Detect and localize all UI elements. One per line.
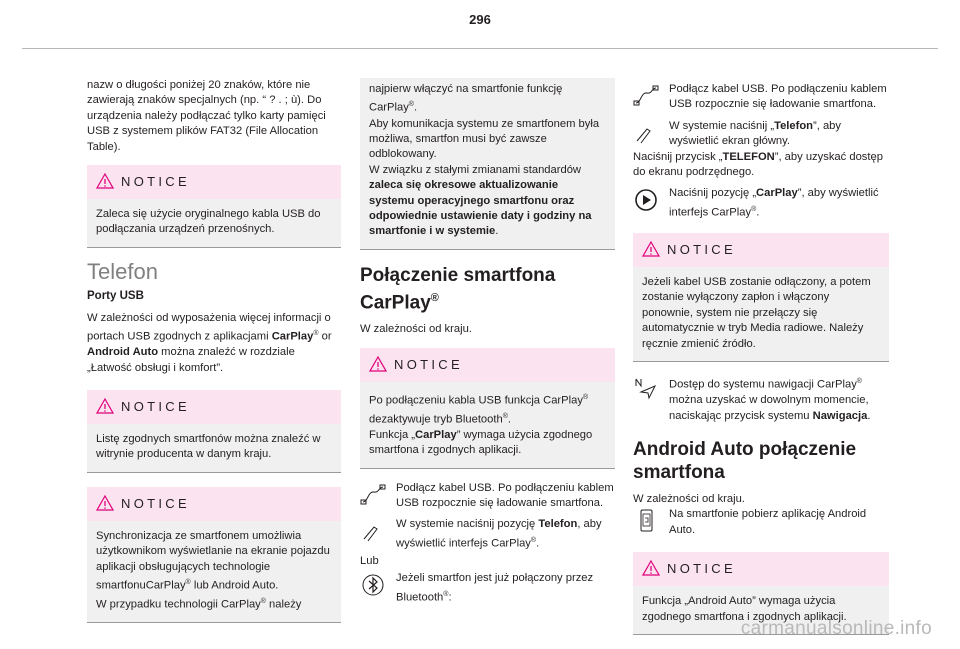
notice-text: Po podłączeniu kabla USB funkcja CarPlay® dezaktywuje tryb Bluetooth®. Funkcja „CarPlay” wymaga użycia zgodnego smartfona i zgodnych aplikacji.	[369, 393, 593, 457]
usb-cable-icon	[360, 483, 386, 507]
usb-ports-text: W zależności od wyposażenia więcej informacji o portach USB zgodnych z aplikacjami CarPlay® or Android Auto można znaleźć w rozdziale „Łatwość obsługi i komfort”.	[87, 311, 332, 374]
smartphone-app-icon	[633, 509, 659, 533]
notice-header	[87, 487, 341, 521]
page-number: 296	[469, 12, 491, 27]
navigation-icon	[633, 376, 659, 400]
notice-text: Zaleca się użycie oryginalnego kabla USB do podłączania urządzeń przenośnych.	[96, 208, 321, 236]
notice-text: Listę zgodnych smartfonów można znaleźć w witrynie producenta w danym kraju.	[96, 433, 321, 461]
notice-header	[87, 165, 341, 199]
notice-label: NOTICE	[121, 495, 190, 511]
step-press-carplay: Naciśnij pozycję „CarPlay”, aby wyświetlić interfejs CarPlay®.	[633, 186, 889, 221]
notice-box	[87, 390, 341, 473]
notice-header	[360, 348, 615, 382]
column-1	[87, 78, 341, 635]
warning-icon	[642, 241, 660, 257]
warning-icon	[96, 495, 114, 511]
notice-label: NOTICE	[121, 399, 190, 415]
watermark-link[interactable]: carmanualsonline.info	[740, 618, 932, 639]
carplay-icon	[633, 188, 659, 212]
country-note: W zależności od kraju.	[633, 492, 745, 505]
step-press-telefon: W systemie naciśnij „Telefon”, aby wyświetlić ekran główny.	[633, 119, 889, 150]
nav-info: Dostęp do systemu nawigacji CarPlay® można uzyskać w dowolnym momencie, naciskając przycisk systemu Nawigacja.	[633, 374, 889, 424]
notice-label: NOTICE	[121, 174, 190, 190]
finger-press-icon	[633, 121, 659, 145]
section-title-android-auto: Android Auto połączenie smartfona	[633, 438, 857, 483]
section-title-carplay: Połączenie smartfona CarPlay®	[360, 264, 556, 314]
warning-icon	[369, 356, 387, 372]
notice-continuation-box	[360, 78, 615, 250]
notice-box	[360, 348, 615, 469]
finger-press-icon	[360, 519, 386, 543]
notice-text: Jeżeli kabel USB zostanie odłączony, a potem zostanie wyłączony zapłon i włączony ponownie, system nie przełączy się automatycznie w tryb Media radiowe. Należy ręcznie zmienić źródło.	[642, 275, 871, 350]
notice-label: NOTICE	[667, 241, 736, 257]
section-title-telefon: Telefon	[87, 258, 158, 284]
usb-intro-text: nazw o długości poniżej 20 znaków, które nie zawierają znaków specjalnych (np. “ ? . ; ù). Do urządzenia należy podłączać tylko karty pamięci USB z systemem plików FAT32 (File Allocation Table).	[87, 79, 326, 153]
notice-header	[633, 552, 889, 586]
warning-icon	[96, 398, 114, 414]
country-note: W zależności od kraju.	[360, 323, 472, 336]
step-connect-usb: Podłącz kabel USB. Po podłączeniu kablem USB rozpocznie się ładowanie smartfona.	[360, 481, 615, 512]
step-press-telefon-sub: Naciśnij przycisk „TELEFON”, aby uzyskać dostęp do ekranu podrzędnego.	[633, 150, 883, 179]
notice-text: Synchronizacja ze smartfonem umożliwia użytkownikom wyświetlanie na ekranie pojazdu aplikacji obsługujących technologie smartfonuCarPlay® lub Android Auto. W przypadku technologii CarPlay® należy	[96, 529, 330, 611]
subheading-usb-ports: Porty USB	[87, 290, 144, 303]
notice-box	[87, 487, 341, 624]
warning-icon	[96, 173, 114, 189]
notice-box	[87, 165, 341, 248]
header-divider	[22, 48, 938, 49]
step-press-telefon: W systemie naciśnij pozycję Telefon, aby wyświetlić interfejs CarPlay®.	[360, 517, 615, 552]
notice-label: NOTICE	[667, 561, 736, 577]
usb-cable-icon	[633, 84, 659, 108]
notice-text: Funkcja „Android Auto” wymaga użycia zgodnego smartfona i zgodnych aplikacji.	[642, 595, 847, 623]
step-connect-usb: Podłącz kabel USB. Po podłączeniu kablem USB rozpocznie się ładowanie smartfona.	[633, 82, 889, 113]
notice-label: NOTICE	[394, 356, 463, 372]
or-text: Lub	[360, 554, 379, 567]
column-2	[360, 78, 615, 606]
bluetooth-icon	[360, 573, 386, 597]
notice-header	[87, 390, 341, 424]
step-bluetooth: Jeżeli smartfon jest już połączony przez Bluetooth®:	[360, 571, 615, 606]
warning-icon	[642, 560, 660, 576]
notice-text: najpierw włączyć na smartfonie funkcję CarPlay®. Aby komunikacja systemu ze smartfonem była możliwa, smartfon musi być zawsze odblokowany. W związku z stałymi zmianami standardów zaleca się okresowe aktualizowanie systemu operacyjnego smartfonu oraz odpowiednie ustawienie daty i godziny na smartfonie i w systemie.	[369, 83, 600, 238]
column-3	[633, 78, 889, 647]
notice-box	[633, 233, 889, 362]
notice-header	[633, 233, 889, 267]
step-download-android-auto: Na smartfonie pobierz aplikację Android Auto.	[633, 507, 889, 538]
